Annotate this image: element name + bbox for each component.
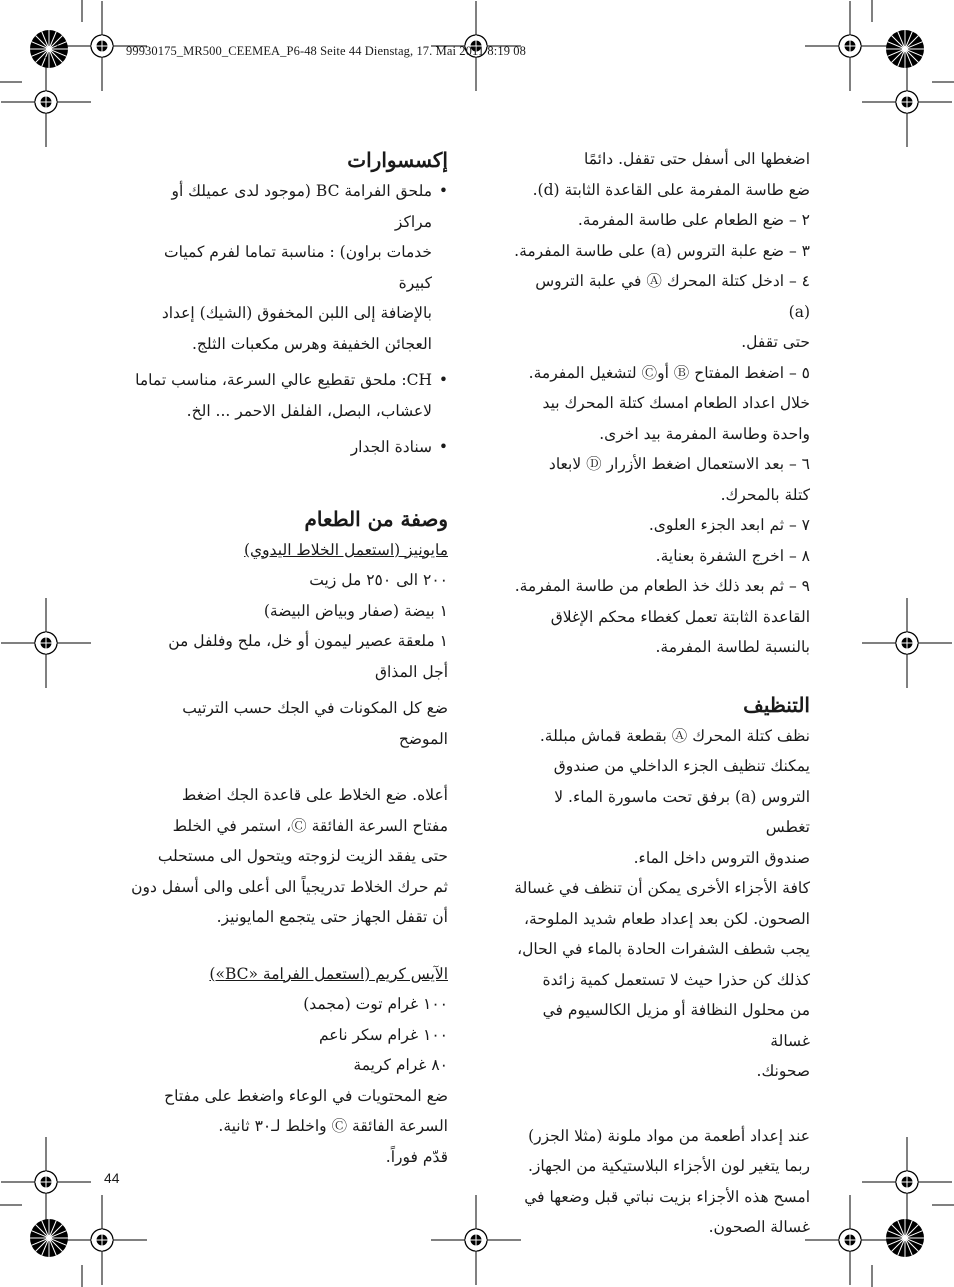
cleaning-line: كافة الأجزاء الأخرى يمكن أن تنظف في غسالة: [514, 879, 810, 897]
mayo-method-line: حتى يفقد الزيت لزوجته ويتحول الى مستحلب: [157, 847, 448, 865]
cleaning-line: يمكنك تنظيف الجزء الداخلي من صندوق: [553, 757, 810, 775]
mayo-method-line: أن تقفل الجهاز حتى يتجمع المايونيز.: [216, 908, 448, 926]
note-line: غسالة الصحون.: [708, 1218, 810, 1236]
accessory-bc-item: [130, 176, 448, 359]
instruction-line: بالنسبة لطاسة المفرمة.: [655, 638, 810, 656]
instruction-line: حتى تقفل.: [741, 333, 810, 351]
mayo-line: ١ ملعقة عصير ليمون أو خل، ملح وفلفل من: [168, 632, 448, 650]
accessory-line: بالإضافة إلى اللبن المخفوق (الشيك) إعداد: [161, 304, 432, 322]
icecream-line: ضع المحتويات في الوعاء واضغط على مفتاح: [164, 1086, 448, 1105]
instruction-line: ٥ – اضغط المفتاح Ⓑ أوⒸ لتشغيل المفرمة.: [528, 363, 810, 382]
icecream-line: السرعة الفائقة Ⓒ واخلط لـ٣٠ ثانية.: [218, 1117, 448, 1135]
instruction-line: ٩ – ثم بعد ذلك خذ الطعام من طاسة المفرمة.: [514, 577, 810, 595]
instruction-line: خلال اعداد الطعام امسك كتلة المحرك بيد: [542, 394, 810, 412]
cleaning-line: نظف كتلة المحرك Ⓐ بقطعة قماش مبللة.: [539, 726, 810, 745]
icecream-line: ١٠٠ غرام توت (مجمد): [303, 995, 448, 1013]
left-column: [130, 144, 448, 1172]
accessory-line: • سنادة الجدار: [350, 438, 432, 456]
icecream-title: الآيس كريم (استعمل الفرامة «BC»): [209, 964, 448, 983]
accessories-heading: إكسسوارات: [347, 148, 448, 172]
page-number: 44: [104, 1170, 120, 1186]
cleaning-line: صحونك.: [756, 1062, 810, 1080]
accessory-line: خدمات براون) : مناسبة تماما لفرم كميات كبيرة: [164, 243, 432, 292]
instruction-line: ٤ – ادخل كتلة المحرك Ⓐ في علبة التروس (a): [535, 272, 810, 321]
instruction-line: ٦ – بعد الاستعمال اضغط الأزرار Ⓓ لابعاد: [548, 455, 810, 473]
instruction-line: اضغطها الى أسفل حتى تقفل. دائمًا: [583, 150, 810, 168]
mayo-title: مايونيز (استعمل الخلاط اليدوي): [244, 540, 448, 559]
mayo-line: ٢٠٠ الى ٢٥٠ مل زيت: [309, 571, 448, 589]
cleaning-line: صندوق التروس داخل الماء.: [633, 848, 810, 867]
mayo-line: ضع كل المكونات في الجك حسب الترتيب الموضح: [182, 699, 448, 748]
mayo-method-line: ثم حرك الخلاط تدريجياً الى أعلى والى أسفل دون: [131, 877, 448, 896]
cleaning-line: كذلك كن حذرا حيث لا تستعمل كمية زائدة: [542, 970, 810, 989]
note-line: عند إعداد أطعمة من مواد ملونة (مثلا الجزر): [528, 1126, 810, 1145]
note-line: امسح هذه الأجزاء بزيت نباتي قبل وضعها في: [524, 1187, 810, 1206]
cleaning-heading: التنظيف: [743, 692, 810, 717]
instruction-line: القاعدة الثابتة تعمل كغطاء محكم الإغلاق: [550, 607, 810, 626]
accessory-wall-item: [130, 432, 448, 463]
accessory-line: لاعشاب، البصل، الفلفل الاحمر ... الخ.: [186, 401, 432, 420]
right-column: [510, 144, 810, 1243]
note-line: ربما يتغير لون الأجزاء البلاستيكية من الجهاز.: [528, 1157, 810, 1175]
mayo-line: ١ بيضة (صفار وبياض البيضة): [263, 601, 448, 620]
instruction-line: ٢ – ضع الطعام على طاسة المفرمة.: [577, 211, 810, 229]
cleaning-line: الصحون. لكن بعد إعداد طعام شديد الملوحة،: [524, 909, 810, 928]
mayo-line: أجل المذاق: [374, 662, 448, 681]
accessory-line: • ملحق الفرامة BC (موجود لدى عميلك أو مراكز: [171, 182, 432, 231]
instruction-line: ٣ – ضع علبة التروس (a) على طاسة المفرمة.: [514, 241, 810, 260]
icecream-line: ٨٠ غرام كريمة: [353, 1056, 448, 1074]
instruction-line: ٧ – ثم ابعد الجزء العلوى.: [648, 516, 810, 534]
instruction-line: ضع طاسة المفرمة على القاعدة الثابتة (d).: [532, 180, 810, 199]
instruction-line: كتلة بالمحرك.: [720, 485, 810, 504]
recipe-heading: وصفة من الطعام: [304, 506, 448, 531]
cleaning-line: التروس (a) برفق تحت ماسورة الماء. لا تغطس: [554, 787, 810, 836]
print-header-line: 99930175_MR500_CEEMEA_P6-48 Seite 44 Dienstag, 17. Mai 2011 8:19 08: [126, 44, 526, 58]
cleaning-line: من محلول النظافة أو مزيل الكالسيوم في غسالة: [542, 1001, 810, 1050]
accessory-line: • CH: ملحق تقطيع عالي السرعة، مناسب تماما: [135, 371, 432, 389]
icecream-line: ١٠٠ غرام سكر ناعم: [318, 1025, 448, 1044]
accessory-ch-item: [130, 365, 448, 426]
instruction-line: واحدة وطاسة المفرمة بيد اخرى.: [599, 424, 810, 443]
instruction-line: ٨ – اخرج الشفرة بعناية.: [655, 546, 810, 565]
mayo-method-line: مفتاح السرعة الفائقة Ⓒ، استمر في الخلط: [172, 816, 448, 835]
accessory-line: العجائن الخفيفة وهرس مكعبات الثلج.: [192, 334, 432, 353]
cleaning-line: يجب شطف الشفرات الحادة بالماء في الحال،: [517, 940, 810, 958]
icecream-line: قدّم فوراً.: [385, 1147, 448, 1166]
mayo-method-line: أعلاه. ضع الخلاط على قاعدة الجك اضغط: [181, 786, 448, 804]
